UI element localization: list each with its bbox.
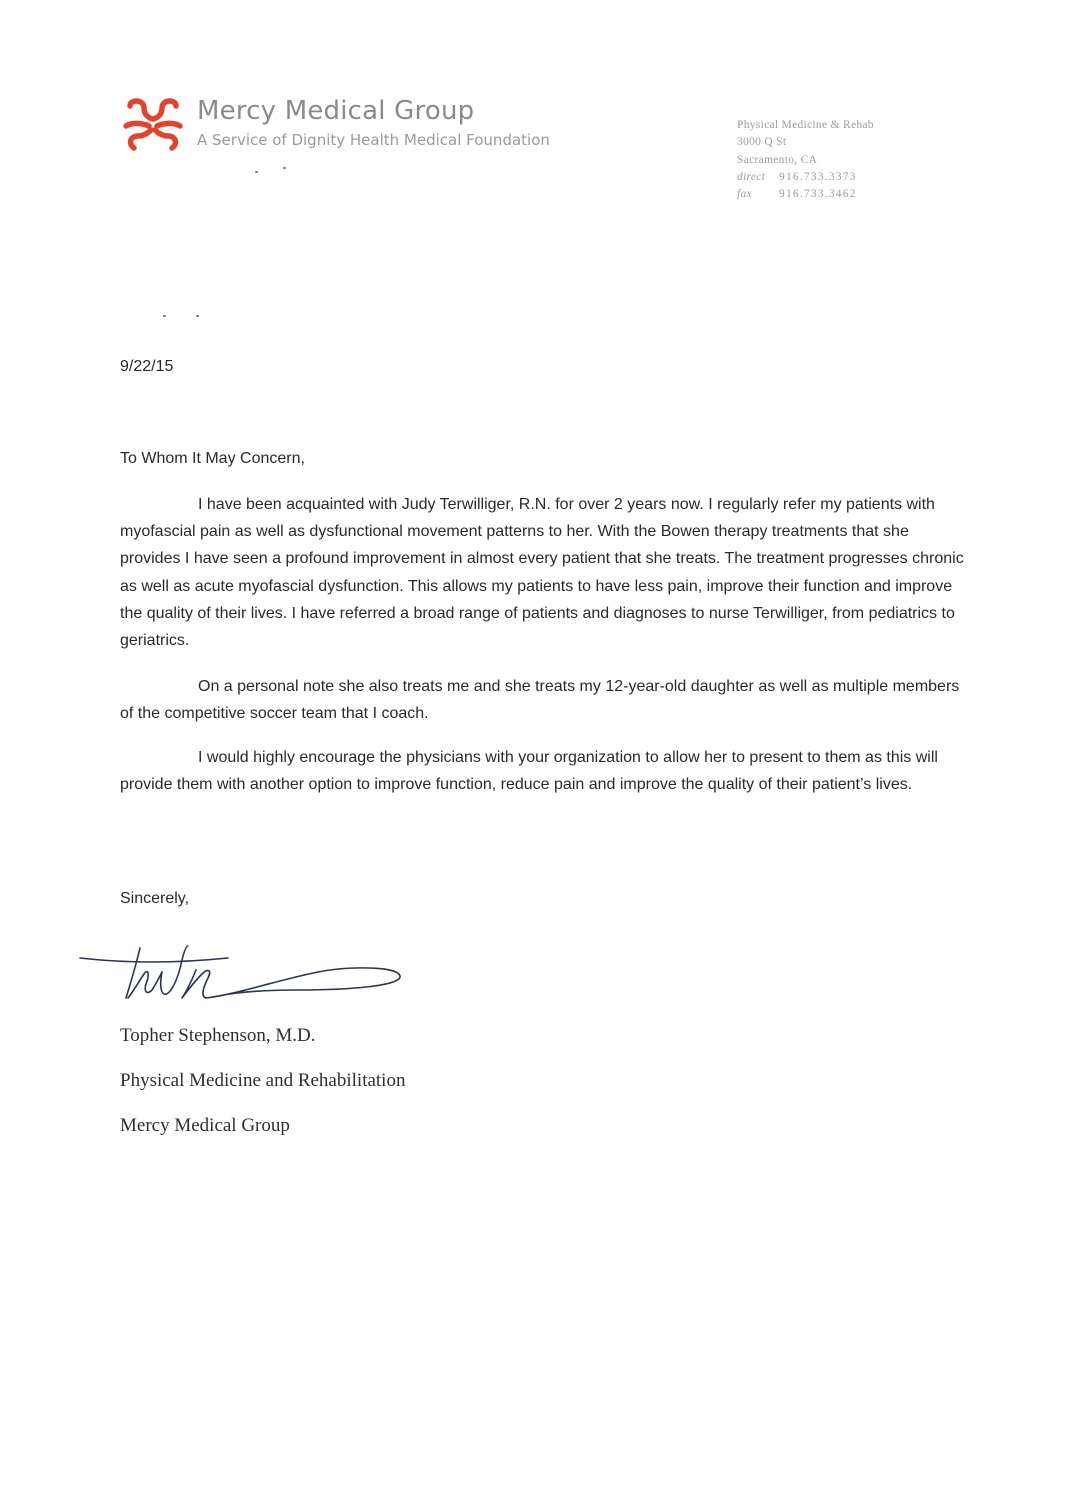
body-paragraph: On a personal note she also treats me and she treats my 12-year-old daughter as well as multiple members of the competitive soccer team that I coach.	[120, 678, 960, 723]
city-line: Sacramento, CA	[737, 153, 818, 166]
scan-speck	[255, 171, 258, 173]
scan-speck	[196, 315, 199, 317]
scan-speck	[283, 167, 286, 169]
signer-organization: Mercy Medical Group	[120, 1115, 290, 1136]
signer-title: Physical Medicine and Rehabilitation	[120, 1070, 406, 1091]
scan-speck	[163, 315, 166, 317]
department-name: Physical Medicine & Rehab	[737, 119, 874, 131]
closing: Sincerely,	[120, 890, 190, 907]
body-paragraph: I would highly encourage the physicians with your organization to allow her to present to them as this will provide them with another option to improve function, reduce pain and improve the quality of their patient’s lives.	[120, 749, 938, 794]
letter-date: 9/22/15	[120, 358, 174, 375]
fax-label: fax	[737, 188, 752, 201]
org-name: Mercy Medical Group	[197, 96, 475, 126]
direct-label: direct	[737, 170, 766, 183]
mercy-star-logo-icon	[122, 96, 184, 154]
salutation: To Whom It May Concern,	[120, 450, 305, 467]
org-tagline: A Service of Dignity Health Medical Foundation	[197, 131, 550, 149]
address-line: 3000 Q St	[737, 136, 787, 149]
fax-phone: 916.733.3462	[779, 188, 857, 201]
department-contact-block	[737, 117, 874, 203]
handwritten-signature	[78, 940, 418, 1010]
signer-name: Topher Stephenson, M.D.	[120, 1025, 316, 1046]
direct-phone: 916.733.3373	[779, 170, 857, 183]
direct-phone-row	[737, 169, 874, 186]
body-paragraph: I have been acquainted with Judy Terwilliger, R.N. for over 2 years now. I regularly refer my patients with myofascial pain as well as dysfunctional movement patterns to her. With the Bowen therapy treatments that she provides I have seen a profound improvement in almost every patient that she treats. The treatment progresses chronic as well as acute myofascial dysfunction. This allows my patients to have less pain, improve their function and improve the quality of their lives. I have referred a broad range of patients and diagnoses to nurse Terwilliger, from pediatrics to geriatrics.	[120, 496, 964, 650]
fax-phone-row	[737, 186, 874, 203]
